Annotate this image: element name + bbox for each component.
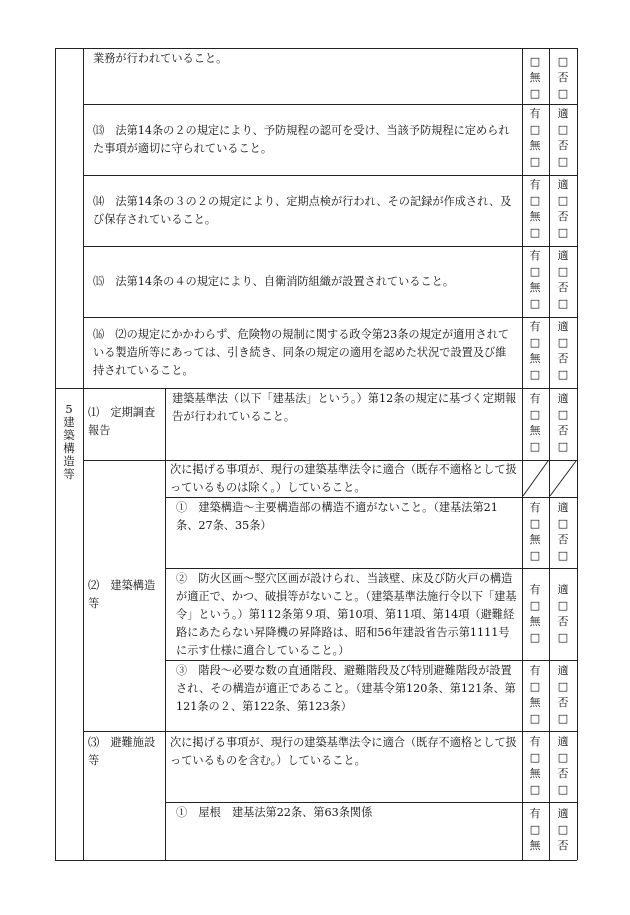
check-column-exists[interactable]: 有 □ 無 □ — [529, 107, 541, 168]
check-column-exists[interactable]: 有 □ 無 □ — [529, 664, 541, 725]
item-label: ⑴ 定期調査報告 — [88, 406, 156, 437]
check-column-compliance[interactable]: 適 □ 否 □ — [557, 664, 569, 725]
check-column-exists[interactable]: 有 □ 無 □ — [529, 392, 541, 453]
sub-item-text: ① 屋根 建基法第22条、第63条関係 — [176, 806, 373, 819]
check-column-compliance[interactable]: 適 □ 否 □ — [557, 249, 569, 310]
check-column-exists[interactable]: 有 □ 無 □ — [529, 735, 541, 796]
check-column-exists[interactable]: 有 □ 無 □ — [529, 501, 541, 562]
check-column-compliance[interactable]: 適 □ 否 □ — [557, 107, 569, 168]
col-divider — [165, 388, 166, 860]
table-border-right — [577, 48, 578, 860]
check-column-exists[interactable]: □ 無 □ — [529, 55, 541, 100]
table-border-bottom — [55, 860, 577, 861]
check-column-compliance[interactable]: 適 □ 否 □ — [557, 735, 569, 796]
row-text: ⒀ 法第14条の２の規定により、予防規程の認可を受け、当該予防規程に定められた事項が適切に守られていること。 — [93, 124, 510, 155]
item-text: 建築基準法（以下「建基法」という。）第12条の規定に基づく定期報告が行われていること。 — [172, 392, 517, 423]
item-label: ⑵ 建築構造等 — [88, 579, 156, 610]
row-text: 業務が行われていること。 — [93, 52, 228, 65]
row-text: ⒁ 法第14条の３の２の規定により、定期点検が行われ、その記録が作成され、及び保存されていること。 — [93, 195, 512, 226]
check-column-compliance[interactable]: 適 □ 否 □ — [557, 320, 569, 381]
check-column-exists[interactable]: 有 □ 無 □ — [529, 320, 541, 381]
row-divider — [165, 568, 577, 569]
col-divider — [549, 48, 550, 860]
diagonal-slash — [549, 460, 577, 497]
row-text: ⒃ ⑵の規定にかかわらず、危険物の規制に関する政令第23条の規定が適用されている製造所等にあっては、引き続き、同条の規定の適用を認めた状況で設置及び維持されていること。 — [93, 328, 510, 377]
check-column-exists[interactable]: 有 □ 無 □ — [529, 249, 541, 310]
section-number: 5 — [65, 402, 73, 416]
row-divider — [165, 802, 577, 803]
row-text: ⒂ 法第14条の４の規定により、自衛消防組織が設置されていること。 — [93, 275, 455, 288]
row-divider — [165, 497, 577, 498]
diagonal-slash — [522, 460, 549, 497]
sub-item-text: ③ 階段～必要な数の直通階段、避難階段及び特別避難階段が設置され、その構造が適正であること。（建基令第120条、第121条、第121条の２、第122条、第123条） — [176, 664, 516, 713]
section-title: 5 建 築 構 造 等 — [55, 403, 83, 481]
check-column-compliance[interactable]: 適 □ 否 □ — [557, 392, 569, 453]
check-column-exists[interactable]: 有 □ 無 □ — [529, 178, 541, 239]
item-label: ⑶ 避難施設等 — [88, 736, 156, 767]
row-divider — [165, 660, 577, 661]
sub-item-text: ② 防火区画～竪穴区画が設けられ、当該壁、床及び防火戸の構造が適正で、かつ、破損等がないこと。（建築基準法施行令以下「建基令」という。）第112条第９項、第10項、第11項、第14項（避難経路にあたらない昇降機の昇降路は、昭和56年建設省告示第1111号に示す仕様に適合していること。） — [176, 572, 517, 657]
row-divider — [83, 104, 577, 105]
check-column-exists[interactable]: 有 □ 無 □ — [529, 583, 541, 644]
check-column-compliance[interactable]: 適 □ 否 — [557, 807, 569, 852]
item-intro: 次に掲げる事項が、現行の建築基準法令に適合（既存不適格として扱っているものは除く。）していること。 — [170, 463, 517, 494]
col-divider — [83, 48, 84, 860]
table-border-top — [55, 48, 577, 49]
check-column-exists[interactable]: 有 □ 無 — [529, 807, 541, 852]
check-column-compliance[interactable]: 適 □ 否 □ — [557, 583, 569, 644]
sub-item-text: ① 建築構造～主要構造部の構造不適がないこと。（建基法第21条、27条、35条） — [176, 501, 498, 532]
row-divider — [83, 731, 577, 732]
item-intro: 次に掲げる事項が、現行の建築基準法令に適合（既存不適格として扱っているものを含む。）していること。 — [170, 736, 517, 767]
col-divider — [522, 48, 523, 860]
row-divider — [83, 246, 577, 247]
check-column-compliance[interactable]: □ 否 □ — [557, 55, 569, 100]
check-column-compliance[interactable]: 適 □ 否 □ — [557, 501, 569, 562]
check-column-compliance[interactable]: 適 □ 否 □ — [557, 178, 569, 239]
row-divider — [83, 317, 577, 318]
row-divider — [83, 175, 577, 176]
section-divider — [55, 388, 577, 389]
